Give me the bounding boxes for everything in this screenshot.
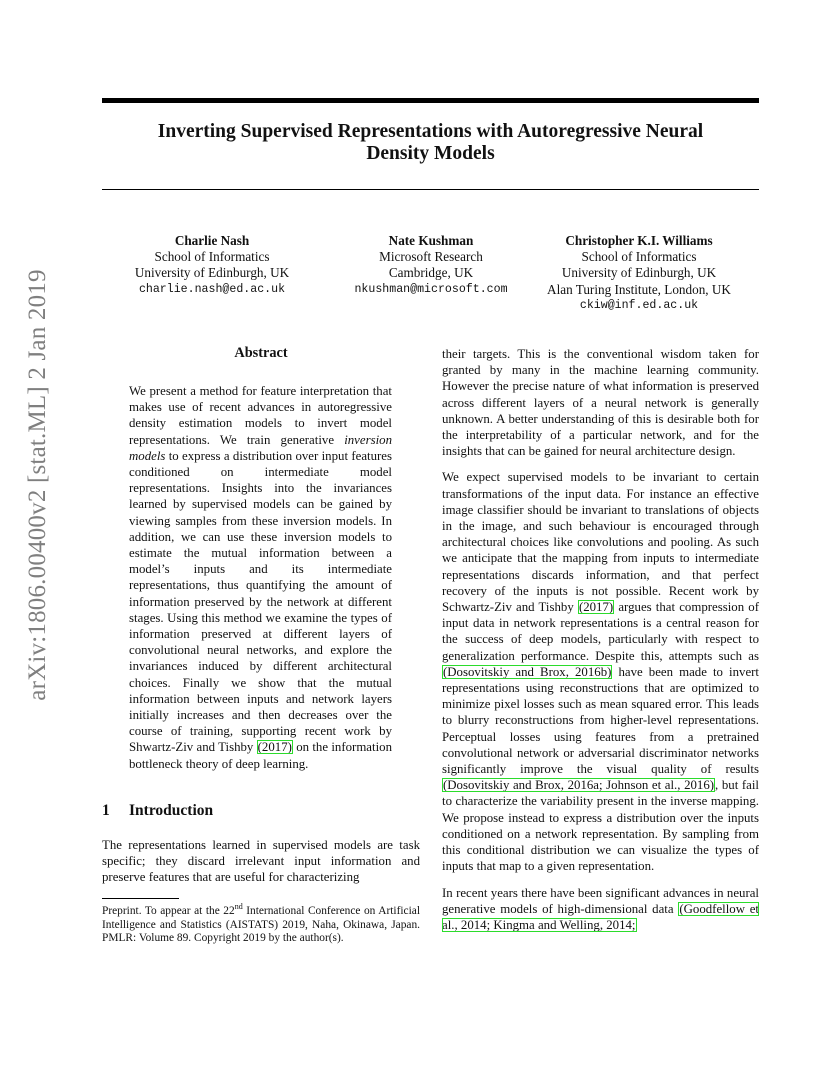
paragraph-part: We expect supervised models to be invariant to certain transformations of the input data. For instance an effective image classifier should be invariant to translations of objects in the image, and such behaviour is encouraged through architectural choices like convolutions and pooling. As such we anticipate that the mapping from inputs to intermediate representations discards information, and that perfect recovery of the inputs is not possible. Recent work by Schwartz-Ziv and Tishby — [442, 470, 759, 615]
footnote-part: Preprint. To appear at the 22 — [102, 905, 235, 918]
footnote-part: International Conference on Artificial Intelligence and Statistics (AISTATS) 2019, Naha, Okinawa, Japan. PMLR: Volume 89. Copyright 2019 by the author(s). — [102, 905, 420, 945]
citation-link[interactable]: (Dosovitskiy and Brox, 2016b) — [443, 664, 612, 679]
author-affiliation: School of Informatics — [154, 249, 270, 265]
author-email: nkushman@microsoft.com — [354, 282, 508, 296]
intro-paragraph: The representations learned in supervised models are task specific; they discard irrelevant input information and preserve features that are useful for characterizing — [102, 837, 420, 885]
top-rule — [102, 98, 759, 103]
citation-link[interactable]: (Dosovitskiy and Brox, 2016a; Johnson et al., 2016) — [443, 778, 715, 793]
abstract-emphasis: inversion models — [129, 432, 392, 463]
abstract-part: We present a method for feature interpretation that makes use of recent advances in autoregressive density estimation models to invert model representations. We train generative — [129, 384, 392, 447]
paragraph-part: , but fail to characterize the variability present in the inverse mapping. We propose instead to express a distribution over the inputs conditioned on a network representation. By sampling from this conditional distribution we can visualize the types of inputs that map to a given representation. — [442, 778, 759, 874]
author-block-nash — [112, 233, 312, 298]
citation-link[interactable]: (2017) — [578, 600, 614, 615]
abstract-part: on the information bottleneck theory of deep learning. — [129, 740, 392, 771]
footnote-superscript: nd — [234, 902, 243, 912]
footnote — [102, 902, 420, 945]
abstract-heading: Abstract — [234, 345, 288, 361]
author-name: Charlie Nash — [174, 233, 250, 248]
author-affiliation: Cambridge, UK — [388, 265, 474, 281]
author-affiliation: Alan Turing Institute, London, UK — [547, 281, 731, 297]
author-affiliation: University of Edinburgh, UK — [561, 265, 717, 281]
abstract-part: to express a distribution over input features conditioned on intermediate model representations. Insights into the invariances learned by supervised models can be gained by viewing samples from these inversion models. In addition, we can use these inversion models to estimate the mutual information between a model’s inputs and its intermediate representations, thus quantifying the amount of information preserved by the network at different stages. Using this method we examine the types of information preserved at different layers of convolutional neural networks, and explore the invariances induced by different architectural choices. Finally we show that the mutual information between inputs and network layers initially increases and then decreases over the course of training, supporting recent work by Shwartz-Ziv and Tishby — [129, 448, 392, 755]
section-title: Introduction — [129, 801, 214, 819]
author-name: Nate Kushman — [388, 233, 474, 248]
left-column — [102, 344, 420, 946]
body-paragraph — [442, 469, 759, 874]
author-email: ckiw@inf.ed.ac.uk — [579, 298, 699, 312]
title-line-2: Density Models — [366, 143, 495, 164]
paragraph-part: have been made to invert representations using reconstructions that are optimized to minimize pixel losses such as mean squared error. This leads to blurry reconstructions from higher-level representations. Perceptual losses using features from a pretrained convolutional network or adversarial discriminator networks significantly improve the visual quality of results — [442, 664, 760, 777]
body-paragraph — [442, 885, 759, 934]
section-number: 1 — [102, 801, 110, 819]
author-email: charlie.nash@ed.ac.uk — [138, 282, 286, 296]
abstract-text — [129, 383, 392, 772]
title-line-1: Inverting Supervised Representations with Autoregressive Neural — [157, 121, 704, 142]
body-paragraph: their targets. This is the conventional wisdom taken for granted by many in the machine learning community. However the precise nature of what information is preserved across different layers of a neural network is generally unknown. A better understanding of this is desirable both for the interpretability of a particular network, and for the insights that can be gained for neural architecture design. — [442, 347, 759, 459]
author-affiliation: School of Informatics — [581, 249, 697, 265]
paragraph-part: argues that compression of input data in network representations is a central reason for the success of deep models, particularly with respect to generalization performance. Despite this, attempts such as — [442, 600, 760, 663]
author-block-williams — [526, 233, 752, 314]
right-column — [442, 346, 759, 943]
author-block-kushman — [338, 233, 524, 298]
title-bottom-rule — [102, 189, 759, 190]
author-name: Christopher K.I. Williams — [565, 233, 713, 248]
paper-title — [102, 121, 759, 165]
citation-link[interactable]: (Goodfellow et al., 2014; Kingma and Welling, 2014; — [442, 901, 759, 932]
section-heading-introduction — [102, 802, 420, 820]
author-affiliation: Microsoft Research — [379, 249, 483, 265]
paragraph-part: In recent years there have been significant advances in neural generative models of high-dimensional data — [442, 885, 759, 916]
author-affiliation: University of Edinburgh, UK — [134, 265, 290, 281]
citation-link[interactable]: (2017) — [257, 740, 292, 755]
arxiv-stamp-text: arXiv:1806.00400v2 [stat.ML] 2 Jan 2019 — [24, 269, 51, 701]
footnote-rule — [102, 898, 179, 899]
